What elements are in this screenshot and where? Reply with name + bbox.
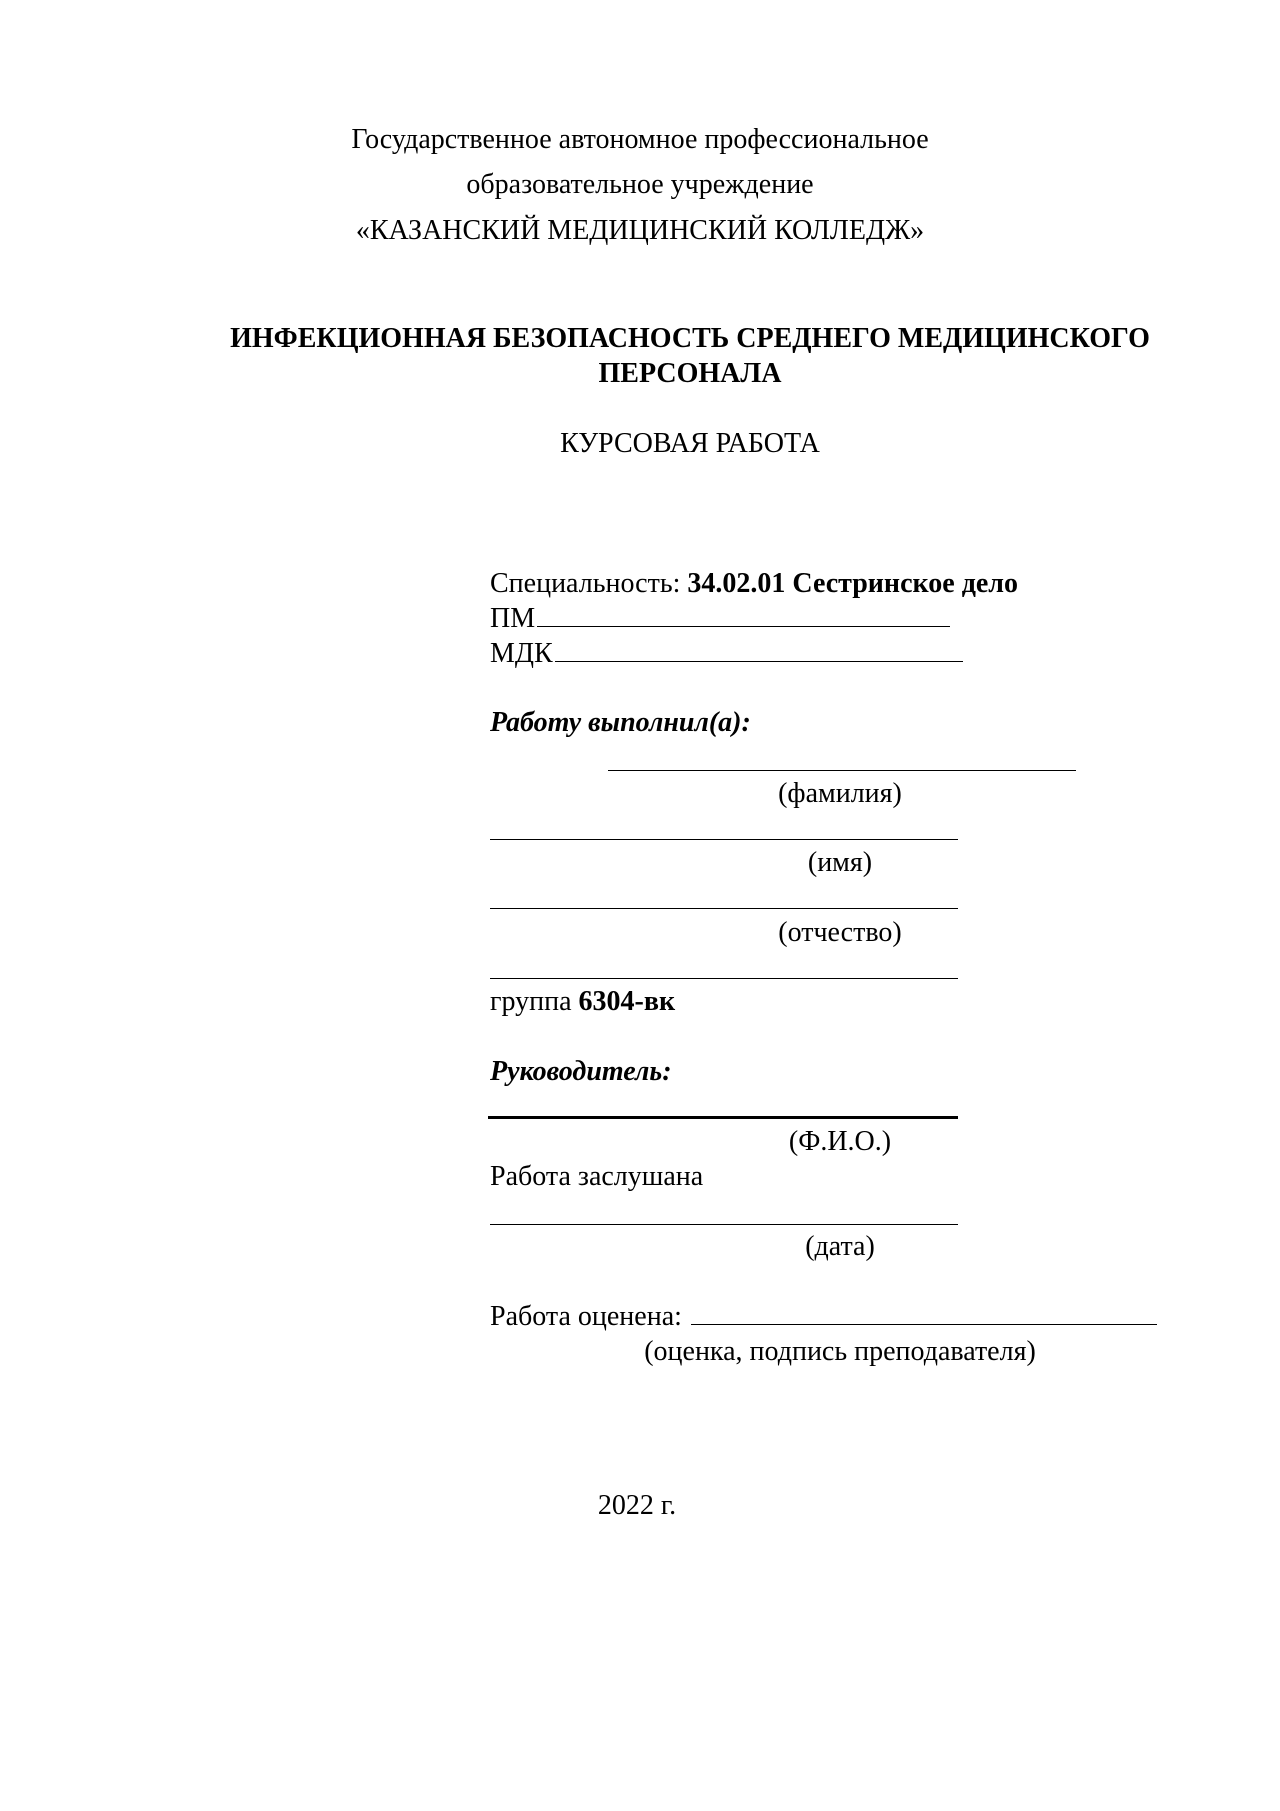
surname-blank — [608, 770, 1076, 771]
group-value: 6304-вк — [578, 986, 676, 1017]
surname-caption: (фамилия) — [778, 778, 902, 809]
name-caption: (имя) — [807, 847, 873, 878]
mdk-blank — [555, 641, 963, 662]
patronymic-blank — [490, 908, 958, 909]
group-label: группа — [490, 986, 579, 1017]
name-blank — [490, 839, 958, 840]
pm-label: ПМ — [490, 603, 536, 634]
year-text: 2022 г. — [597, 1490, 677, 1521]
specialty-line — [490, 567, 1018, 601]
pm-line — [490, 602, 950, 636]
pm-blank — [537, 606, 950, 627]
supervisor-heading: Руководитель: — [490, 1056, 672, 1087]
institution-name: «КАЗАНСКИЙ МЕДИЦИНСКИЙ КОЛЛЕДЖ» — [355, 215, 925, 246]
document-type: КУРСОВАЯ РАБОТА — [560, 428, 820, 459]
group-blank — [490, 978, 958, 979]
specialty-value: 34.02.01 Сестринское дело — [687, 568, 1018, 599]
graded-caption: (оценка, подпись преподавателя) — [644, 1336, 1036, 1367]
specialty-label: Специальность: — [490, 568, 688, 599]
institution-line-1: Государственное автономное профессиональное — [351, 124, 929, 155]
mdk-line — [490, 637, 963, 671]
heard-label: Работа заслушана — [490, 1161, 704, 1192]
supervisor-caption: (Ф.И.О.) — [788, 1126, 892, 1157]
graded-blank — [691, 1304, 1157, 1325]
student-heading: Работу выполнил(а): — [490, 707, 751, 738]
patronymic-caption: (отчество) — [778, 917, 902, 948]
mdk-label: МДК — [490, 638, 553, 669]
document-title-line-1: ИНФЕКЦИОННАЯ БЕЗОПАСНОСТЬ СРЕДНЕГО МЕДИЦИНСКОГО — [230, 323, 1150, 354]
heard-date-caption: (дата) — [805, 1231, 875, 1262]
group-line — [490, 985, 675, 1019]
heard-date-blank — [490, 1224, 958, 1225]
graded-line — [490, 1300, 1157, 1334]
supervisor-blank — [488, 1116, 958, 1119]
year — [0, 1489, 1280, 1523]
document-title-line-2: ПЕРСОНАЛА — [598, 358, 782, 389]
institution-line-2: образовательное учреждение — [466, 169, 814, 200]
graded-label: Работа оценена: — [490, 1301, 689, 1332]
